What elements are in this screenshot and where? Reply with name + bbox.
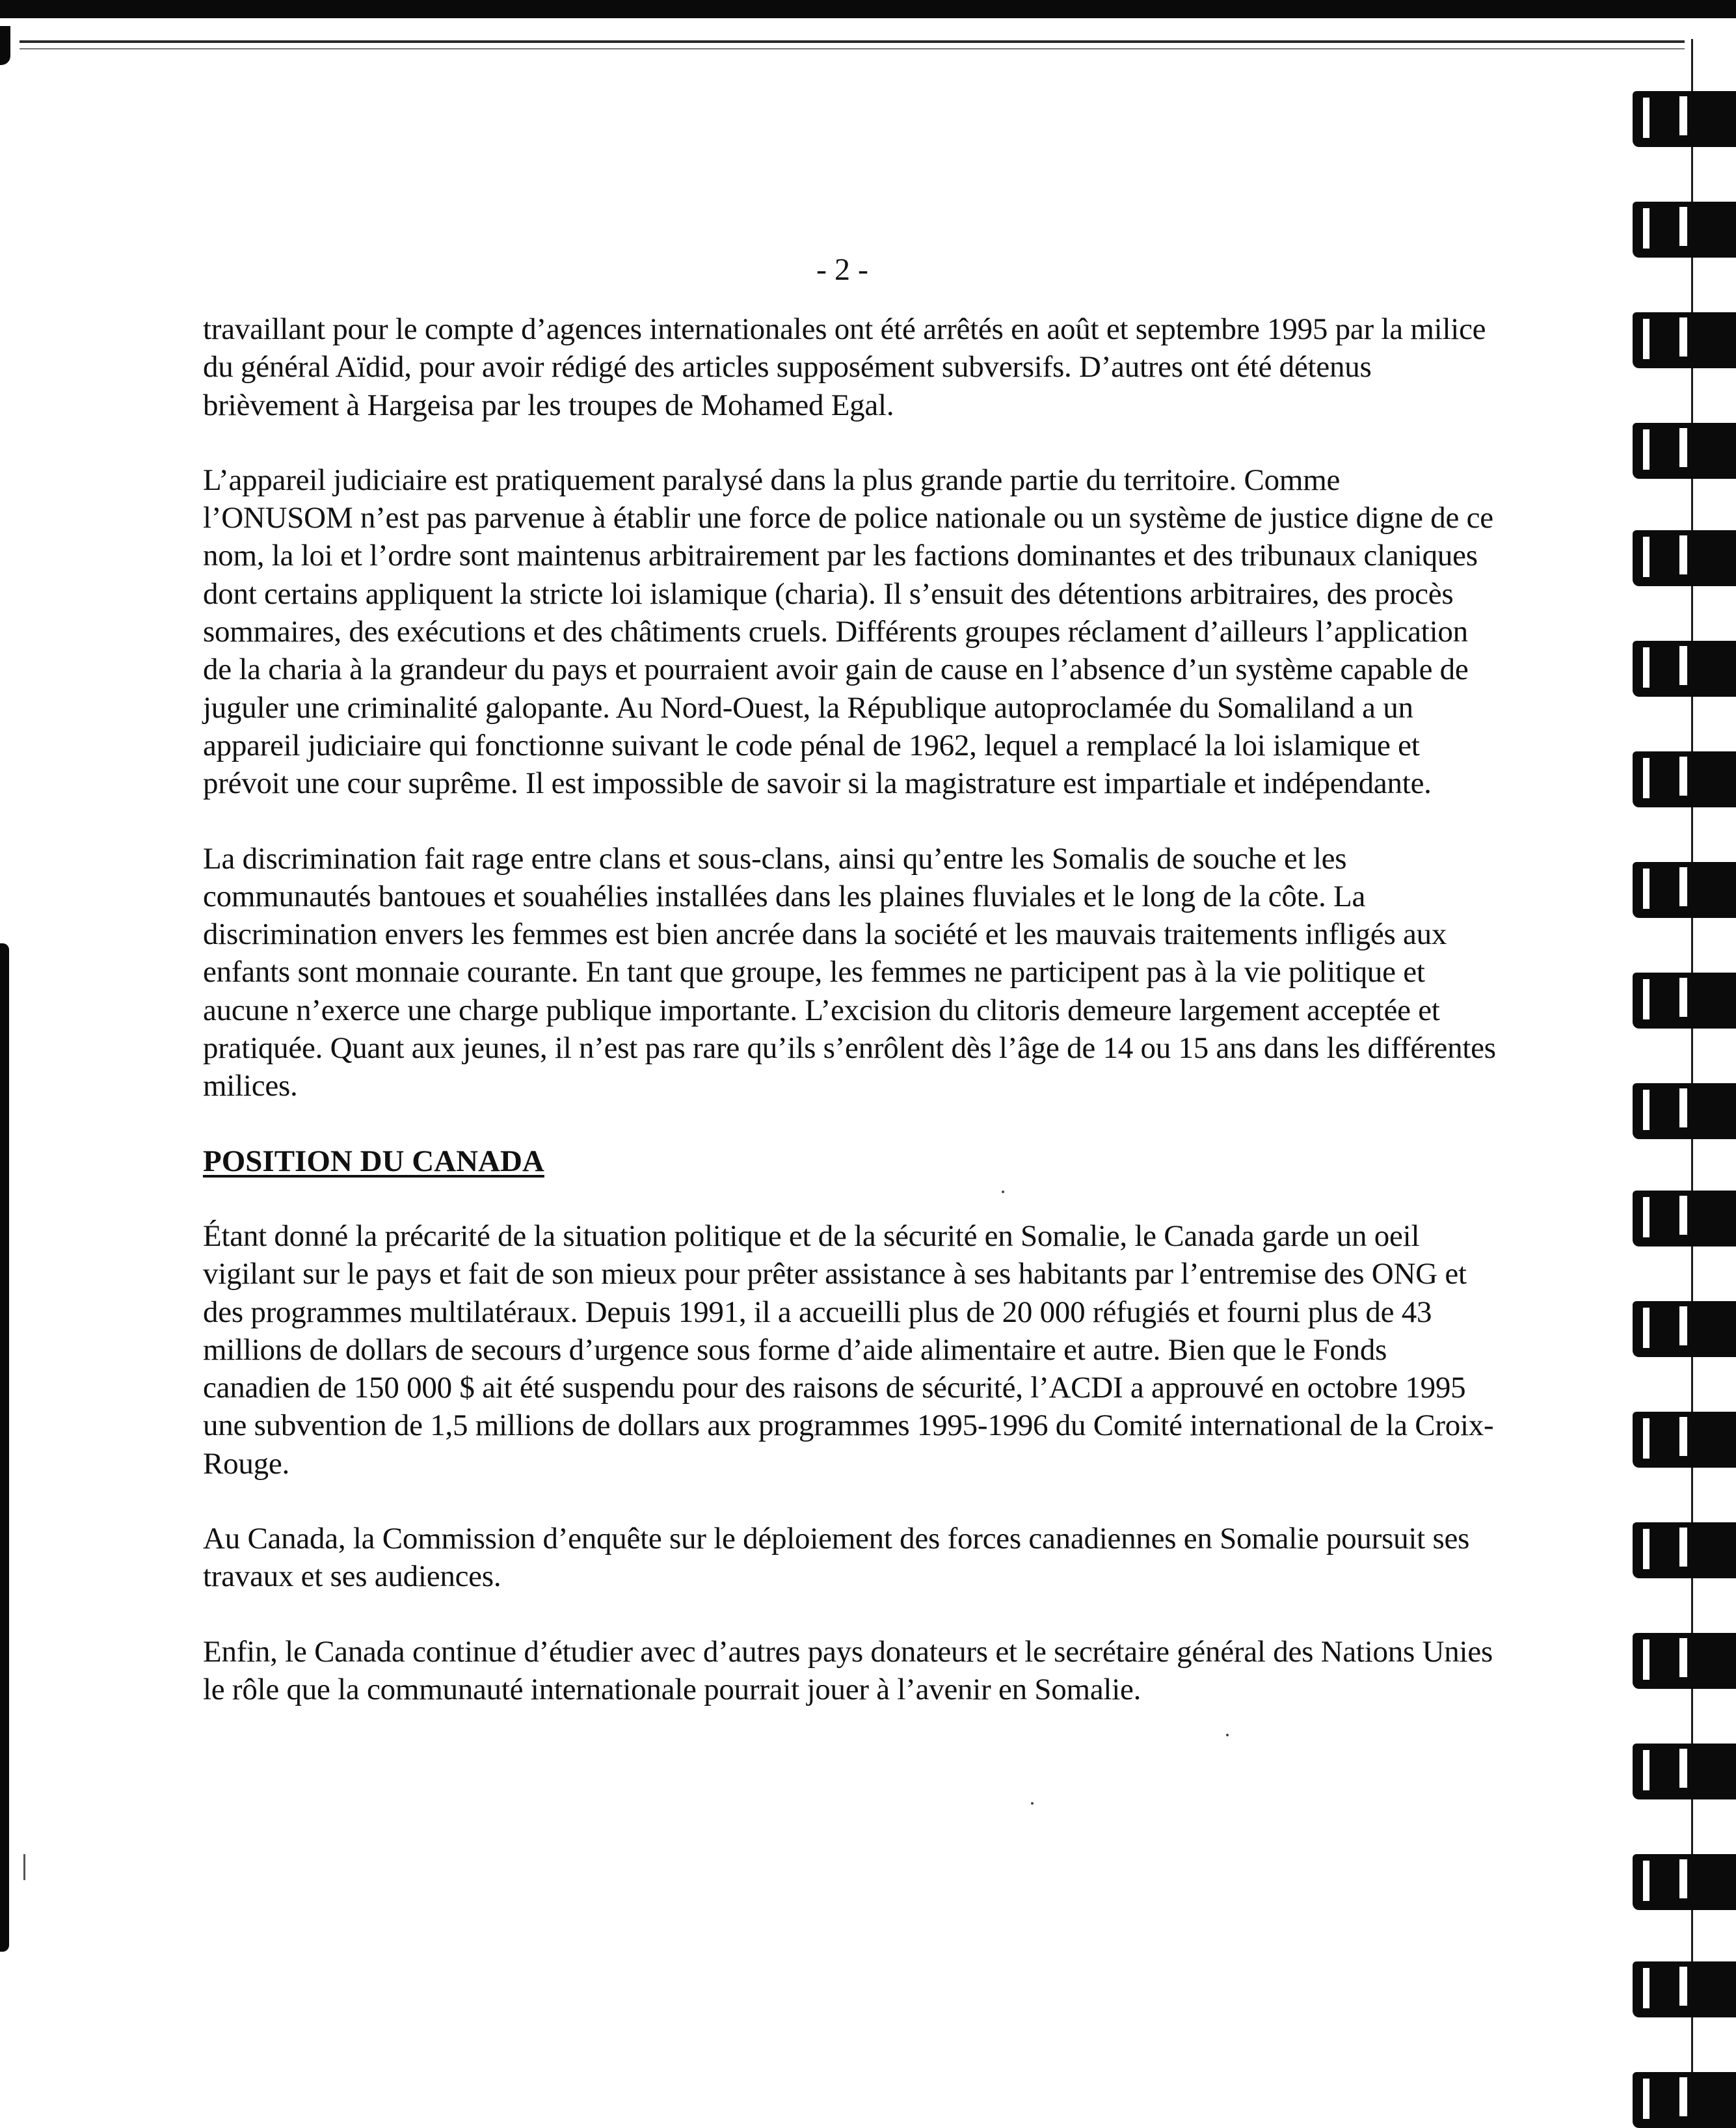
body-paragraph: La discrimination fait rage entre clans et sous-clans, ainsi qu’entre les Somalis de souche et les communautés bantoues et souahélies installées dans les plaines fluviales et le long de la côte. La discrimination envers les femmes est bien ancrée dans la société et les mauvais traitements infligés aux enfants sont monnaie courante. En tant que groupe, les femmes ne participent pas à la vie politique et aucune n’exerce une charge publique importante. L’excision du clitoris demeure largement acceptée et pratiquée. Quant aux jeunes, il n’est pas rare qu’ils s’enrôlent dès l’âge de 14 ou 15 ans dans les différentes milices. xyxy=(203,841,1496,1103)
section-heading: POSITION DU CANADA xyxy=(203,1144,544,1178)
binding-ring xyxy=(1633,423,1736,479)
header-rule-secondary xyxy=(20,48,1685,49)
binding-ring xyxy=(1633,1522,1736,1578)
binding-ring xyxy=(1633,2072,1736,2128)
binding-ring xyxy=(1633,862,1736,918)
body-paragraph: L’appareil judiciaire est pratiquement paralysé dans la plus grande partie du territoire. Comme l’ONUSOM n’est pas parvenue à établir une force de police nationale ou un système de justice digne de ce nom, la loi et l’ordre sont maintenus arbitrairement par les factions dominantes et des tribunaux claniques dont certains appliquent la stricte loi islamique (charia). Il s’ensuit des détentions arbitraires, des procès sommaires, des exécutions et des châtiments cruels. Différents groupes réclament d’ailleurs l’application de la charia à la grandeur du pays et pourraient avoir gain de cause en l’absence d’un système capable de juguler une criminalité galopante. Au Nord-Ouest, la République autoproclamée du Somaliland a un appareil judiciaire qui fonctionne suivant le code pénal de 1962, lequel a remplacé la loi islamique et prévoit une cour suprême. Il est impossible de savoir si la magistrature est impartiale et indépendante. xyxy=(203,463,1493,801)
scan-left-edge-shadow xyxy=(0,943,9,1952)
binding-ring xyxy=(1633,1412,1736,1468)
body-paragraph: Enfin, le Canada continue d’étudier avec d’autres pays donateurs et le secrétaire général des Nations Unies le rôle que la communauté internationale pourrait jouer à l’avenir en Somalie. xyxy=(203,1634,1493,1706)
binding-ring xyxy=(1633,641,1736,697)
binding-ring xyxy=(1633,751,1736,807)
scan-speck xyxy=(1031,1802,1034,1805)
document-body xyxy=(203,310,1497,1745)
page-number: - 2 - xyxy=(816,252,868,287)
scan-corner-mark xyxy=(0,26,10,65)
binding-ring xyxy=(1633,1301,1736,1357)
binding-ring xyxy=(1633,1961,1736,2017)
header-rule xyxy=(20,40,1685,43)
binding-ring xyxy=(1633,1854,1736,1910)
body-paragraph: Étant donné la précarité de la situation politique et de la sécurité en Somalie, le Canada garde un oeil vigilant sur le pays et fait de son mieux pour prêter assistance à ses habitants par l’entremise des ONG et des programmes multilatéraux. Depuis 1991, il a accueilli plus de 20 000 réfugiés et fourni plus de 43 millions de dollars de secours d’urgence sous forme d’aide alimentaire et autre. Bien que le Fonds canadien de 150 000 $ ait été suspendu pour des raisons de sécurité, l’ACDI a approuvé en octobre 1995 une subvention de 1,5 millions de dollars aux programmes 1995-1996 du Comité international de la Croix-Rouge. xyxy=(203,1219,1494,1481)
body-paragraph: Au Canada, la Commission d’enquête sur le déploiement des forces canadiennes en Somalie poursuit ses travaux et ses audiences. xyxy=(203,1522,1470,1594)
binding-ring xyxy=(1633,312,1736,368)
binding-ring xyxy=(1633,1633,1736,1689)
binding-ring xyxy=(1633,202,1736,258)
binding-ring xyxy=(1633,973,1736,1029)
binding-ring xyxy=(1633,1083,1736,1139)
scan-top-edge xyxy=(0,0,1736,18)
scan-margin-tick xyxy=(23,1854,25,1880)
binding-ring xyxy=(1633,91,1736,147)
binding-ring xyxy=(1633,1744,1736,1799)
binding-ring xyxy=(1633,530,1736,586)
binding-ring xyxy=(1633,1191,1736,1246)
body-paragraph: travaillant pour le compte d’agences internationales ont été arrêtés en août et septembre 1995 par la milice du général Aïdid, pour avoir rédigé des articles supposément subversifs. D’autres ont été détenus brièvement à Hargeisa par les troupes de Mohamed Egal. xyxy=(203,312,1486,422)
spiral-binding xyxy=(1633,0,1736,2120)
